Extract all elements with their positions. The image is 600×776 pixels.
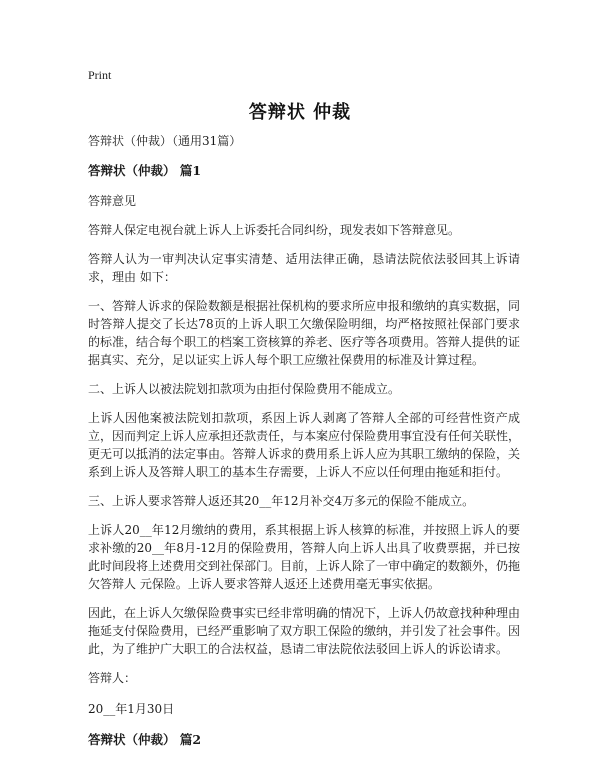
- document-date: 20__年1月30日: [88, 702, 175, 716]
- paragraph-5: 上诉人因他案被法院划扣款项，系因上诉人剥离了答辩人全部的可经营性资产成立，因而判定上诉人应承担还款责任，与本案应付保险费用事宜没有任何关联性，更无可以抵消的法定事由。答辩人诉求的费用系上诉人应为其职工缴纳的保险，关系到上诉人及答辩人职工的基本生存需要，上诉人不应以任何理由拖延和拒付。: [88, 411, 521, 479]
- paragraph-1: 答辩人保定电视台就上诉人上诉委托合同纠纷，现发表如下答辩意见。: [88, 223, 461, 237]
- paragraph-3: 一、答辩人诉求的保险数额是根据社保机构的要求所应申报和缴纳的真实数据，同时答辩人提交了长达78页的上诉人职工欠缴保险明细，均严格按照社保部门要求的标准，结合每个职工的档案工资核算的养老、医疗等各项费用。答辩人提供的证据真实、充分，足以证实上诉人每个职工应缴社保费用的标准及计算过程。: [88, 299, 521, 367]
- section-heading-1: 答辩状（仲裁） 篇1: [88, 163, 202, 178]
- document-title: 答辩状 仲裁: [248, 102, 352, 123]
- paragraph-7: 上诉人20__年12月缴纳的费用，系其根据上诉人核算的标准，并按照上诉人的要求补缴的20__年8月-12月的保险费用，答辩人向上诉人出具了收费票据，并已按此时间段将上述费用交到社保部门。目前，上诉人除了一审中确定的数额外，仍拖欠答辩人 元保险。上诉人要求答辩人返还上述费用毫无事实依据。: [88, 523, 521, 591]
- section-heading-2: 答辩状（仲裁） 篇2: [88, 732, 202, 747]
- opinion-heading: 答辩意见: [88, 194, 137, 208]
- paragraph-8: 因此，在上诉人欠缴保险费事实已经非常明确的情况下，上诉人仍故意找种种理由拖延支付保险费用，已经严重影响了双方职工保险的缴纳，并引发了社会事件。因此，为了维护广大职工的合法权益，恳请二审法院依法驳回上诉人的诉讼请求。: [88, 606, 521, 656]
- paragraph-4: 二、上诉人以被法院划扣款项为由拒付保险费用不能成立。: [88, 382, 401, 396]
- paragraph-6: 三、上诉人要求答辩人返还其20__年12月补交4万多元的保险不能成立。: [88, 494, 475, 508]
- paragraph-2: 答辩人认为一审判决认定事实清楚、适用法律正确，恳请法院依法驳回其上诉请求，理由 如下：: [88, 252, 520, 284]
- document-body: [88, 132, 520, 761]
- signature-label: 答辩人：: [88, 671, 137, 685]
- document-subtitle: 答辩状（仲裁）（通用31篇）: [88, 134, 242, 148]
- print-label: Print: [88, 68, 112, 82]
